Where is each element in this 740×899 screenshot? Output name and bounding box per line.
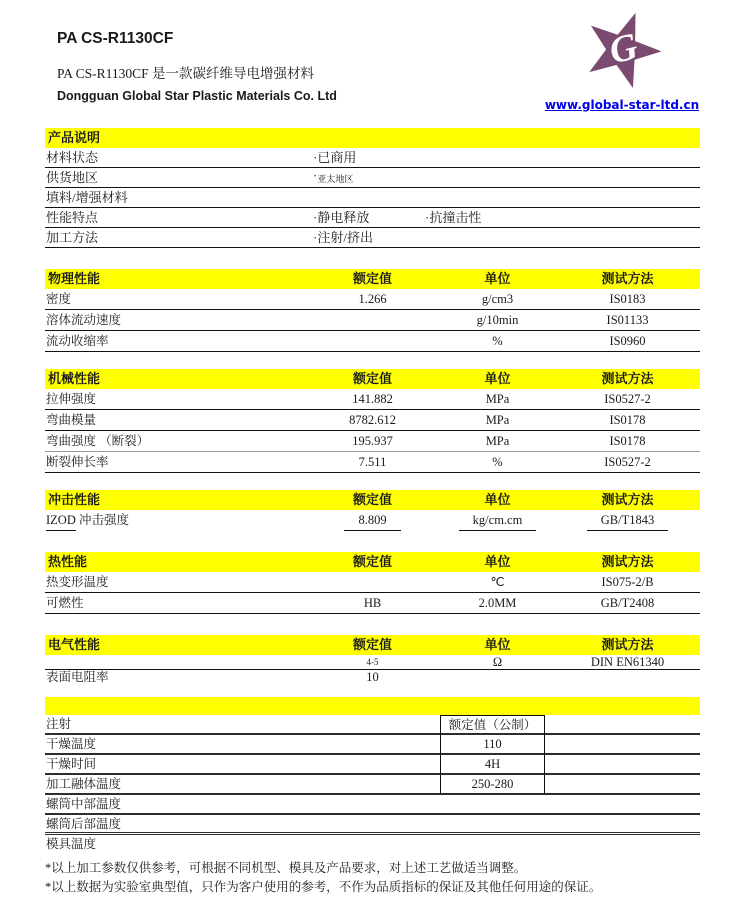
property-label: 干燥温度 xyxy=(46,737,97,751)
table-row xyxy=(45,188,700,208)
rated-value xyxy=(305,572,440,592)
test-method: GB/T1843 xyxy=(587,510,668,531)
table-row xyxy=(45,431,700,452)
property-label: 螺筒后部温度 xyxy=(46,817,122,831)
table-row xyxy=(45,735,700,755)
table-row xyxy=(45,310,700,331)
table-row xyxy=(45,775,700,795)
rated-value: 1.266 xyxy=(358,292,387,306)
footnote-disclaimer: *以上数据为实验室典型值，只作为客户使用的参考，不作为品质指标的保证及其他任何用途的保证。 xyxy=(45,880,602,894)
table-row xyxy=(45,795,700,815)
column-header-metric-value: 额定值（公制） xyxy=(440,715,545,735)
footnotes xyxy=(45,859,700,897)
rated-value xyxy=(305,310,440,330)
test-method: IS0183 xyxy=(609,292,646,306)
table-row xyxy=(45,228,700,248)
test-method: IS0178 xyxy=(609,434,646,448)
unit: kg/cm.cm xyxy=(459,510,537,531)
rated-value xyxy=(440,795,545,814)
table-row xyxy=(45,670,700,687)
section-title: 电气性能 xyxy=(48,637,101,652)
column-header-test-method: 测试方法 xyxy=(601,554,654,569)
rated-value-exponent: 4-5 xyxy=(366,657,379,667)
rated-value xyxy=(305,331,440,351)
property-label: 干燥时间 xyxy=(46,757,97,771)
header xyxy=(45,0,700,118)
column-header-unit: 单位 xyxy=(484,637,511,652)
unit: ℃ xyxy=(490,575,505,589)
rated-value: 110 xyxy=(440,735,545,754)
table-row xyxy=(45,755,700,775)
brand-block xyxy=(532,4,712,114)
column-header-rated-value: 额定值 xyxy=(352,554,392,569)
unit: % xyxy=(492,455,503,469)
table-row xyxy=(45,510,700,531)
unit: g/cm3 xyxy=(481,292,514,306)
property-label: 供货地区 xyxy=(46,170,99,185)
test-method: IS01133 xyxy=(606,313,649,327)
section-title: 注射 xyxy=(46,717,72,731)
unit: % xyxy=(492,334,503,348)
table-row xyxy=(45,148,700,168)
property-label: 材料状态 xyxy=(46,150,99,165)
rated-value: 8.809 xyxy=(344,510,400,531)
unit: MPa xyxy=(485,434,510,448)
property-label: 表面电阻率 xyxy=(46,670,109,684)
property-label: 弯曲模量 xyxy=(46,413,97,427)
property-label: 加工方法 xyxy=(46,230,99,245)
rated-value xyxy=(440,835,545,855)
section-impact-properties xyxy=(45,490,700,531)
column-header-rated-value: 额定值 xyxy=(352,371,392,386)
section-header xyxy=(45,269,700,289)
property-label: 性能特点 xyxy=(46,210,99,225)
section-product-info xyxy=(45,128,700,248)
section-physical-properties xyxy=(45,269,700,352)
property-label: 弯曲强度 （断裂） xyxy=(46,434,150,448)
rated-value-base: 10 xyxy=(366,670,379,684)
property-label: 拉伸强度 xyxy=(46,392,97,406)
logo-letter: G xyxy=(605,25,642,73)
property-label: 螺筒中部温度 xyxy=(46,797,122,811)
unit: MPa xyxy=(485,392,510,406)
test-method: GB/T2408 xyxy=(600,596,655,610)
table-row xyxy=(45,572,700,593)
property-label: 冲击强度 xyxy=(75,513,129,527)
section-title: 物理性能 xyxy=(48,271,101,286)
test-method: IS0527-2 xyxy=(604,392,651,406)
test-method: DIN EN61340 xyxy=(590,655,665,669)
property-label: 填料/增强材料 xyxy=(46,190,128,205)
section-header xyxy=(45,552,700,572)
section-electrical-properties xyxy=(45,635,700,687)
column-header-test-method: 测试方法 xyxy=(601,492,654,507)
company-name: Dongguan Global Star Plastic Materials Co. Ltd xyxy=(57,89,337,103)
rated-value: 8782.612 xyxy=(349,413,396,427)
column-header-test-method: 测试方法 xyxy=(601,371,654,386)
section-injection xyxy=(45,715,700,855)
section-header xyxy=(45,369,700,389)
table-row xyxy=(45,289,700,310)
unit: MPa xyxy=(485,413,510,427)
section-thermal-properties xyxy=(45,552,700,614)
property-value: 亚太地区 xyxy=(317,174,354,184)
table-row xyxy=(45,331,700,352)
rated-value: HB xyxy=(363,596,382,610)
table-row xyxy=(45,815,700,835)
section-divider-band xyxy=(45,697,700,715)
column-header-unit: 单位 xyxy=(484,271,511,286)
website-link[interactable]: www.global-star-ltd.cn xyxy=(544,98,700,112)
property-label: 模具温度 xyxy=(46,837,97,851)
rated-value: 7.511 xyxy=(358,455,387,469)
unit: g/10min xyxy=(476,313,519,327)
table-row xyxy=(45,452,700,473)
property-label: 溶体流动速度 xyxy=(46,313,122,327)
column-header-unit: 单位 xyxy=(484,554,511,569)
section-title-product-info: 产品说明 xyxy=(45,128,700,148)
section-title: 机械性能 xyxy=(48,371,101,386)
page-title: PA CS-R1130CF xyxy=(57,30,174,47)
test-method: IS0178 xyxy=(609,413,646,427)
unit: Ω xyxy=(492,655,503,669)
column-header-unit: 单位 xyxy=(484,371,511,386)
table-header-row xyxy=(45,715,700,735)
section-title: 热性能 xyxy=(48,554,88,569)
header-text-block xyxy=(57,4,337,103)
column-header-test-method: 测试方法 xyxy=(601,637,654,652)
table-row xyxy=(45,168,700,188)
test-method: IS075-2/B xyxy=(601,575,654,589)
property-value: ·抗撞击性 xyxy=(425,210,482,225)
section-header xyxy=(45,490,700,510)
property-label: 加工融体温度 xyxy=(46,777,122,791)
column-header-rated-value: 额定值 xyxy=(352,637,392,652)
rated-value: 4H xyxy=(440,755,545,774)
unit: 2.0MM xyxy=(478,596,517,610)
product-description: PA CS-R1130CF 是一款碳纤维导电增强材料 xyxy=(57,66,315,81)
section-title: 冲击性能 xyxy=(48,492,101,507)
table-row xyxy=(45,410,700,431)
test-method: IS0527-2 xyxy=(604,455,651,469)
bullet: · xyxy=(313,168,318,183)
property-label: 流动收缩率 xyxy=(46,334,109,348)
section-mechanical-properties xyxy=(45,369,700,473)
property-label: 密度 xyxy=(46,292,72,306)
column-header-rated-value: 额定值 xyxy=(352,492,392,507)
section-header xyxy=(45,635,700,655)
table-row xyxy=(45,835,700,855)
property-label: 断裂伸长率 xyxy=(46,455,109,469)
property-value: ·已商用 xyxy=(313,150,357,165)
property-value: ·注射/挤出 xyxy=(313,230,373,245)
table-row xyxy=(45,389,700,410)
property-label-en: IZOD xyxy=(46,510,76,531)
column-header-rated-value: 额定值 xyxy=(352,271,392,286)
star-logo-icon xyxy=(579,4,665,96)
table-row xyxy=(45,593,700,614)
property-label: 热变形温度 xyxy=(46,575,109,589)
rated-value: 250-280 xyxy=(440,775,545,794)
rated-value xyxy=(440,815,545,834)
column-header-test-method: 测试方法 xyxy=(601,271,654,286)
rated-value: 195.937 xyxy=(352,434,393,448)
table-row xyxy=(45,655,700,670)
rated-value: 141.882 xyxy=(352,392,393,406)
property-value: ·静电释放 xyxy=(313,210,370,225)
table-row xyxy=(45,208,700,228)
column-header-unit: 单位 xyxy=(484,492,511,507)
test-method: IS0960 xyxy=(609,334,646,348)
footnote-processing: *以上加工参数仅供参考，可根据不同机型、模具及产品要求，对上述工艺做适当调整。 xyxy=(45,861,527,875)
property-label: 可燃性 xyxy=(46,596,84,610)
